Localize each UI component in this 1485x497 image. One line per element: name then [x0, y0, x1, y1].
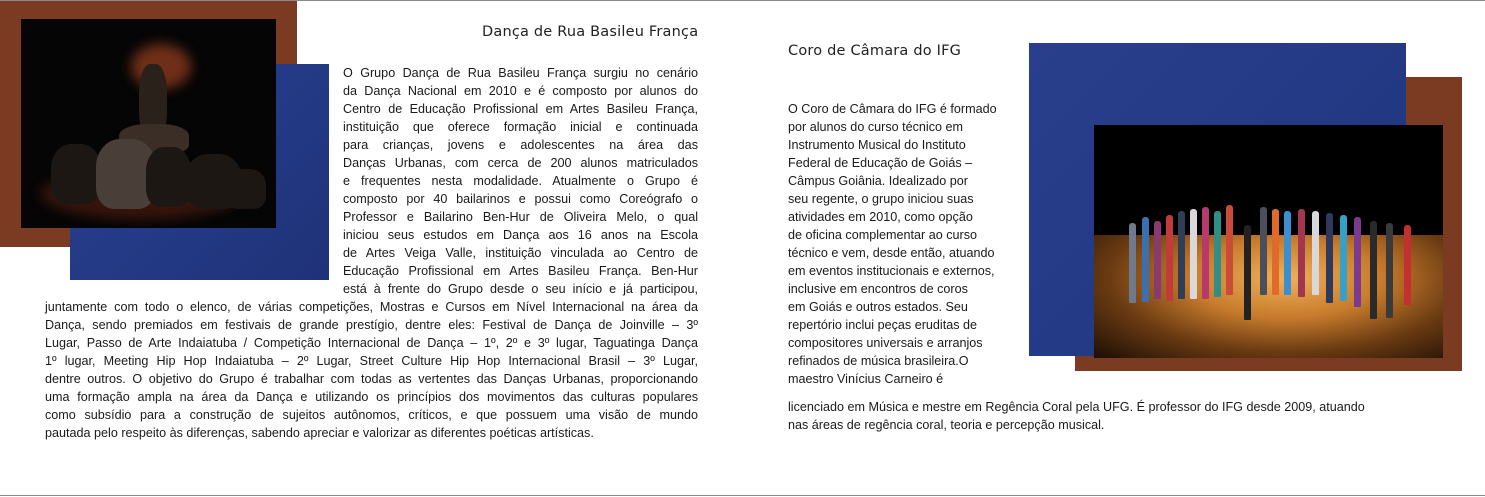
right-text-line: licenciado em Música e mestre em Regência Coral pela UFG. É professor do IFG desde 2009, atuando	[788, 400, 1365, 414]
right-text-line: atividades em 2010, como opção	[788, 210, 973, 224]
left-text-line: Dança, sendo premiados em festivais de grande prestígio, dentre eles: Festival de Dança de Joinville – 3º	[45, 318, 698, 332]
right-text-line: Instrumento Musical do Instituto	[788, 138, 966, 152]
left-text-line: Danças Urbanas, com cerca de 200 alunos matriculados	[343, 156, 698, 170]
right-text-line: compositores universais e arranjos	[788, 336, 983, 350]
left-text-line: juntamente com todo o elenco, de várias competições, Mostras e Cursos em Nível Internacional na área da	[45, 300, 698, 314]
left-text-line: pautada pelo respeito às diferenças, sabendo apreciar e valorizar as diferentes poéticas artísticas.	[45, 426, 594, 440]
left-text-line: como subsídio para a construção de sujeitos autônomos, críticos, e que possuem uma visão de mundo	[45, 408, 698, 422]
left-text-line: Lugar, Passo de Arte Indaiatuba / Competição Internacional de Dança – 1º, 2º e 3º lugar, Taguatinga Dança	[45, 336, 698, 350]
right-text-line: refinados de música brasileira.O	[788, 354, 969, 368]
left-text-line: uma formação ampla na área da Dança e utilizando os princípios dos movimentos das culturas populares	[45, 390, 698, 404]
left-text-line: para crianças, jovens e adolescentes na área das	[343, 138, 698, 152]
left-text-line: de Artes Veiga Valle, instituição vinculada ao Centro de	[343, 246, 698, 260]
left-text-line: O Grupo Dança de Rua Basileu França surgiu no cenário	[343, 66, 698, 80]
left-text-line: instituição que oferece formação inicial e continuada	[343, 120, 698, 134]
left-text-line: e frequentes nesta modalidade. Atualmente o Grupo é	[343, 174, 698, 188]
dance-group-photo	[21, 19, 276, 228]
choir-photo	[1094, 125, 1443, 358]
right-text-line: por alunos do curso técnico em	[788, 120, 964, 134]
right-text-line: Federal de Educação de Goiás –	[788, 156, 973, 170]
left-text-line: da Dança Nacional em 2010 e é composto por alunos do	[343, 84, 698, 98]
right-text-line: inclusive em encontros de coros	[788, 282, 968, 296]
right-text-line: nas áreas de regência coral, teoria e percepção musical.	[788, 418, 1105, 432]
right-text-line: em Goiás e outros estados. Seu	[788, 300, 968, 314]
left-text-line: Centro de Educação Profissional em Artes Basileu França,	[343, 102, 698, 116]
right-article-title: Coro de Câmara do IFG	[788, 43, 962, 59]
left-text-line: composto por 40 bailarinos e possui como Coreógrafo o	[343, 192, 698, 206]
left-text-line: dentre outros. O objetivo do Grupo é trabalhar com todas as vertentes das Danças Urbanas, proporcionando	[45, 372, 698, 386]
left-text-line: 1º lugar, Meeting Hip Hop Indaiatuba – 2º Lugar, Street Culture Hip Hop Internacional Brasil – 3º Lugar,	[45, 354, 698, 368]
left-text-line: Educação Profissional em Artes Basileu França. Ben-Hur	[343, 264, 698, 278]
right-text-line: em eventos institucionais e externos,	[788, 264, 995, 278]
left-text-line: Professor e Bailarino Ben-Hur de Oliveira Melo, o qual	[343, 210, 698, 224]
bottom-border	[0, 495, 1485, 496]
left-text-line: iniciou seus estudos em Dança aos 16 anos na Escola	[343, 228, 698, 242]
right-text-line: técnico e vem, desde então, atuando	[788, 246, 995, 260]
left-article-title: Dança de Rua Basileu França	[482, 24, 699, 40]
right-text-line: maestro Vinícius Carneiro é	[788, 372, 944, 386]
right-text-line: O Coro de Câmara do IFG é formado	[788, 102, 997, 116]
right-text-line: repertório inclui peças eruditas de	[788, 318, 978, 332]
left-text-line: está à frente do Grupo desde o seu início e já participou,	[343, 282, 698, 296]
right-text-line: Câmpus Goiânia. Idealizado por	[788, 174, 968, 188]
right-text-line: seu regente, o grupo iniciou suas	[788, 192, 974, 206]
right-text-line: de oficina complementar ao curso	[788, 228, 978, 242]
